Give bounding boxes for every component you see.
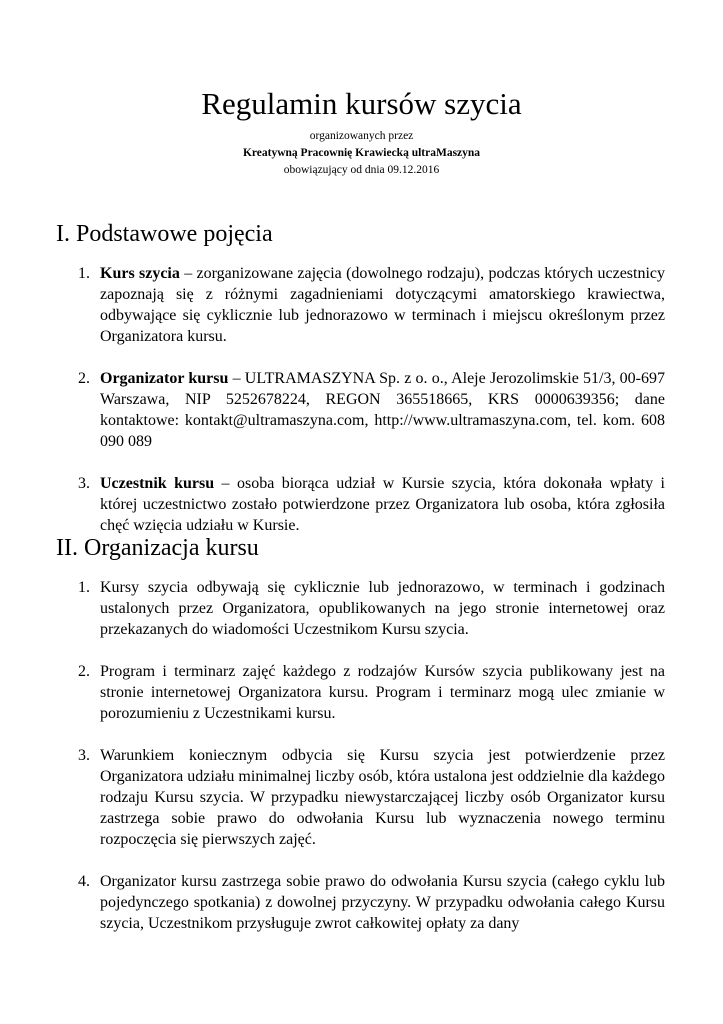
basic-terms-list xyxy=(0,263,665,557)
term-definition: – osoba biorąca udział w Kursie szycia, która dokonała wpłaty i której uczestnictwo zostało potwierdzone przez Organizatora lub osoba, która zgłosiła chęć wzięcia udziału w Kursie. xyxy=(100,475,665,534)
list-item xyxy=(0,745,665,850)
document-subtitle: organizowanych przez xyxy=(309,130,414,142)
item-text: Program i terminarz zajęć każdego z rodzajów Kursów szycia publikowany jest na stronie internetowej Organizatora kursu. Program i terminarz mogą ulec zmianie w porozumieniu z Uczestnikami kursu. xyxy=(100,663,665,722)
list-item xyxy=(0,577,665,640)
item-number: 3. xyxy=(78,747,90,764)
list-item xyxy=(0,661,665,724)
section-heading-course-organization: II. Organizacja kursu xyxy=(56,535,259,561)
list-item xyxy=(0,473,665,536)
term-label: Uczestnik kursu xyxy=(100,475,215,492)
item-number: 1. xyxy=(78,579,90,596)
document-title: Regulamin kursów szycia xyxy=(201,86,522,121)
item-text: Organizator kursu zastrzega sobie prawo do odwołania Kursu szycia (całego cyklu lub pojedynczego spotkania) z dowolnej przyczyny. W przypadku odwołania całego Kursu szycia, Uczestnikom przysługuje zwrot całkowitej opłaty za dany xyxy=(100,873,665,932)
term-definition: – ULTRAMASZYNA Sp. z o. o., Aleje Jerozolimskie 51/3, 00-697 Warszawa, NIP 5252678224, REGON 365518665, KRS 0000639356; dane kontaktowe: kontakt@ultramaszyna.com, http://www.ultramaszyna.com, tel. kom. 608 090 089 xyxy=(100,370,666,450)
item-number: 2. xyxy=(78,370,90,387)
item-number: 1. xyxy=(78,265,90,282)
item-number: 3. xyxy=(78,475,90,492)
term-definition: – zorganizowane zajęcia (dowolnego rodzaju), podczas których uczestnicy zapoznają się z różnymi zagadnieniami dotyczącymi amatorskiego krawiectwa, odbywające się cyklicznie lub jednorazowo w terminach i miejscu określonym przez Organizatora kursu. xyxy=(100,265,666,345)
course-organization-list xyxy=(0,577,665,955)
list-item xyxy=(0,871,665,934)
item-number: 4. xyxy=(78,873,90,890)
term-label: Organizator kursu xyxy=(100,370,229,387)
list-item xyxy=(0,368,665,452)
item-text: Kursy szycia odbywają się cyklicznie lub jednorazowo, w terminach i godzinach ustalonych przez Organizatora, opublikowanych na jego stronie internetowej oraz przekazanych do wiadomości Uczestnikom Kursu szycia. xyxy=(100,579,665,638)
item-text: Warunkiem koniecznym odbycia się Kursu szycia jest potwierdzenie przez Organizatora udziału minimalnej liczby osób, która ustalona jest oddzielnie dla każdego rodzaju Kursu szycia. W przypadku niewystarczającej liczby osób Organizator kursu zastrzega sobie prawo do odwołania Kursu lub wyznaczenia nowego terminu rozpoczęcia się pierwszych zajęć. xyxy=(100,747,665,848)
list-item xyxy=(0,263,665,347)
organizer-name: Kreatywną Pracownię Krawiecką ultraMaszyna xyxy=(242,147,481,159)
effective-date: obowiązujący od dnia 09.12.2016 xyxy=(283,164,440,176)
item-number: 2. xyxy=(78,663,90,680)
term-label: Kurs szycia xyxy=(100,265,180,282)
section-heading-basic-terms: I. Podstawowe pojęcia xyxy=(56,221,273,247)
